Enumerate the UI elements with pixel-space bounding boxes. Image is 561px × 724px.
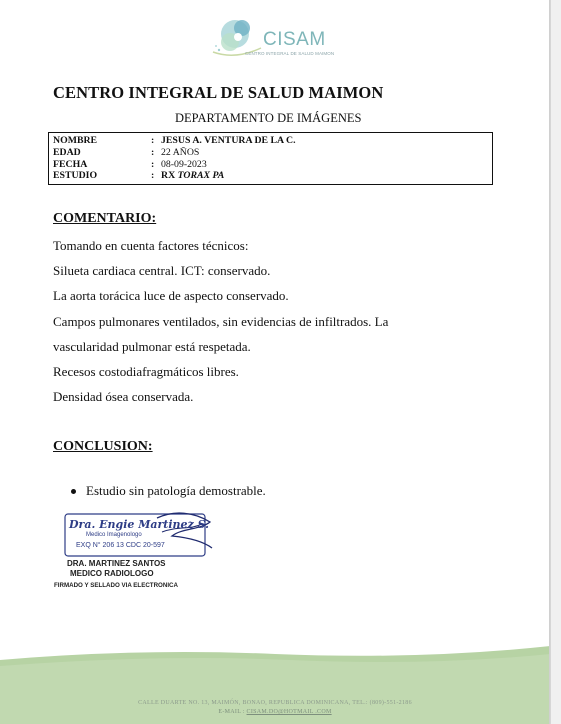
patient-row-date: [53, 159, 488, 171]
name-value: JESUS A. VENTURA DE LA C.: [161, 135, 296, 146]
study-value: [157, 170, 224, 182]
comment-line: Campos pulmonares ventilados, sin evidencias de infiltrados. La: [53, 313, 389, 329]
doctor-stamp: [62, 508, 222, 560]
signature-note: FIRMADO Y SELLADO VIA ELECTRONICA: [54, 582, 178, 589]
comment-line: La aorta torácica luce de aspecto conservado.: [53, 288, 289, 304]
age-value: 22 AÑOS: [161, 146, 200, 158]
date-value: 08-09-2023: [161, 158, 207, 170]
comment-line: vascularidad pulmonar está respetada.: [53, 338, 251, 354]
comment-line: Densidad ósea conservada.: [53, 389, 194, 405]
comment-line: Tomando en cuenta factores técnicos:: [53, 238, 249, 253]
study-value-prefix: RX: [161, 170, 178, 182]
patient-row-age: [53, 147, 488, 159]
patient-info-box: [48, 132, 493, 185]
stamp-doctor-title: Medico Imagenologo: [86, 532, 142, 538]
cisam-logo: [205, 12, 340, 62]
footer-address: CALLE DUARTE NO. 13, MAIMÓN, BONAO, REPUBLICA DOMINICANA, TEL.: (809)-551-2186: [138, 700, 412, 706]
conclusion-list: [71, 483, 266, 499]
footer-email-link[interactable]: CISAM.DO@HOTMAIL .COM: [246, 709, 332, 715]
comment-body: [53, 237, 493, 413]
patient-row-name: [53, 135, 488, 147]
date-colon: :: [151, 158, 155, 170]
logo-wordmark: CISAM: [263, 29, 326, 50]
department-name: DEPARTAMENTO DE IMÁGENES: [175, 111, 362, 125]
stamp-doctor-name: Dra. Engie Martinez S.: [69, 518, 210, 531]
age-colon: :: [151, 146, 155, 158]
logo-subtitle: CENTRO INTEGRAL DE SALUD MAIMON: [245, 51, 335, 56]
patient-row-study: [53, 170, 488, 182]
comment-line: Recesos costodiafragmáticos libres.: [53, 363, 239, 379]
study-colon: :: [151, 170, 155, 182]
study-value-italic: TORAX PA: [177, 170, 225, 182]
conclusion-heading: CONCLUSION:: [53, 439, 153, 454]
stamp-exequatur: EXQ N° 206 13 CDC 20-597: [76, 542, 165, 549]
age-label: EDAD: [53, 146, 81, 158]
name-label: NOMBRE: [53, 135, 98, 146]
study-label: ESTUDIO: [53, 170, 98, 182]
comment-line: Silueta cardiaca central. ICT: conservado.: [53, 263, 271, 279]
organization-title: CENTRO INTEGRAL DE SALUD MAIMON: [53, 83, 384, 102]
name-colon: :: [151, 135, 155, 146]
viewer-scroll-edge[interactable]: [550, 0, 561, 724]
conclusion-item: Estudio sin patología demostrable.: [71, 483, 266, 499]
signature-name: DRA. MARTINEZ SANTOS: [67, 559, 166, 568]
date-label: FECHA: [53, 158, 88, 170]
footer-email-line: [0, 709, 550, 715]
comment-heading: COMENTARIO:: [53, 211, 157, 226]
footer-email-label: E-MAIL :: [218, 709, 247, 715]
signature-title: MEDICO RADIOLOGO: [70, 569, 154, 578]
